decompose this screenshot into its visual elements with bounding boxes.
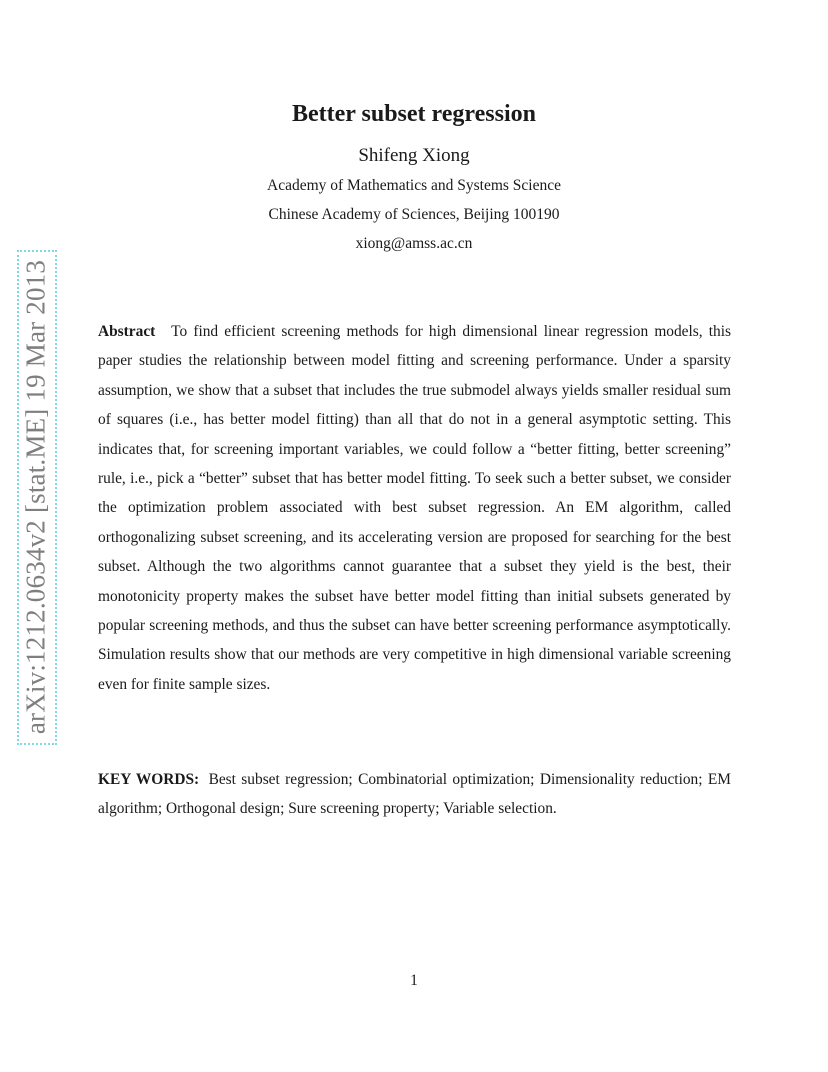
page-number: 1 [410, 972, 418, 989]
abstract [98, 317, 731, 699]
author-email: xiong@amss.ac.cn [355, 235, 473, 252]
keywords-label: KEY WORDS: [98, 771, 200, 788]
abstract-text: To find efficient screening methods for high dimensional linear regression models, this paper studies the relationship between model fitting and screening performance. Under a sparsity assumption, we show that a subset that includes the true submodel always yields smaller residual sum of squares (i.e., has better model fitting) than all that do not in a general asymptotic setting. This indicates that, for screening important variables, we could follow a “better fitting, better screening” rule, i.e., pick a “better” subset that has better model fitting. To seek such a better subset, we consider the optimization problem associated with best subset regression. An EM algorithm, called orthogonalizing subset screening, and its accelerating version are proposed for searching for the best subset. Although the two algorithms cannot guarantee that a subset they yield is the best, their monotonicity property makes the subset have better model fitting than initial subsets generated by popular screening methods, and thus the subset can have better screening performance asymptotically. Simulation results show that our methods are very competitive in high dimensional variable screening even for finite sample sizes. [98, 323, 731, 693]
keywords [98, 765, 731, 824]
affiliation-line-1: Academy of Mathematics and Systems Science [267, 177, 561, 194]
arxiv-identifier: arXiv:1212.0634v2 [stat.ME] 19 Mar 2013 [20, 259, 51, 735]
author-name: Shifeng Xiong [358, 145, 470, 166]
paper-title: Better subset regression [292, 101, 536, 127]
keywords-text: Best subset regression; Combinatorial optimization; Dimensionality reduction; EM algorithm; Orthogonal design; Sure screening property; Variable selection. [98, 771, 731, 818]
affiliation-line-2: Chinese Academy of Sciences, Beijing 100190 [268, 206, 560, 223]
abstract-label: Abstract [98, 323, 156, 340]
